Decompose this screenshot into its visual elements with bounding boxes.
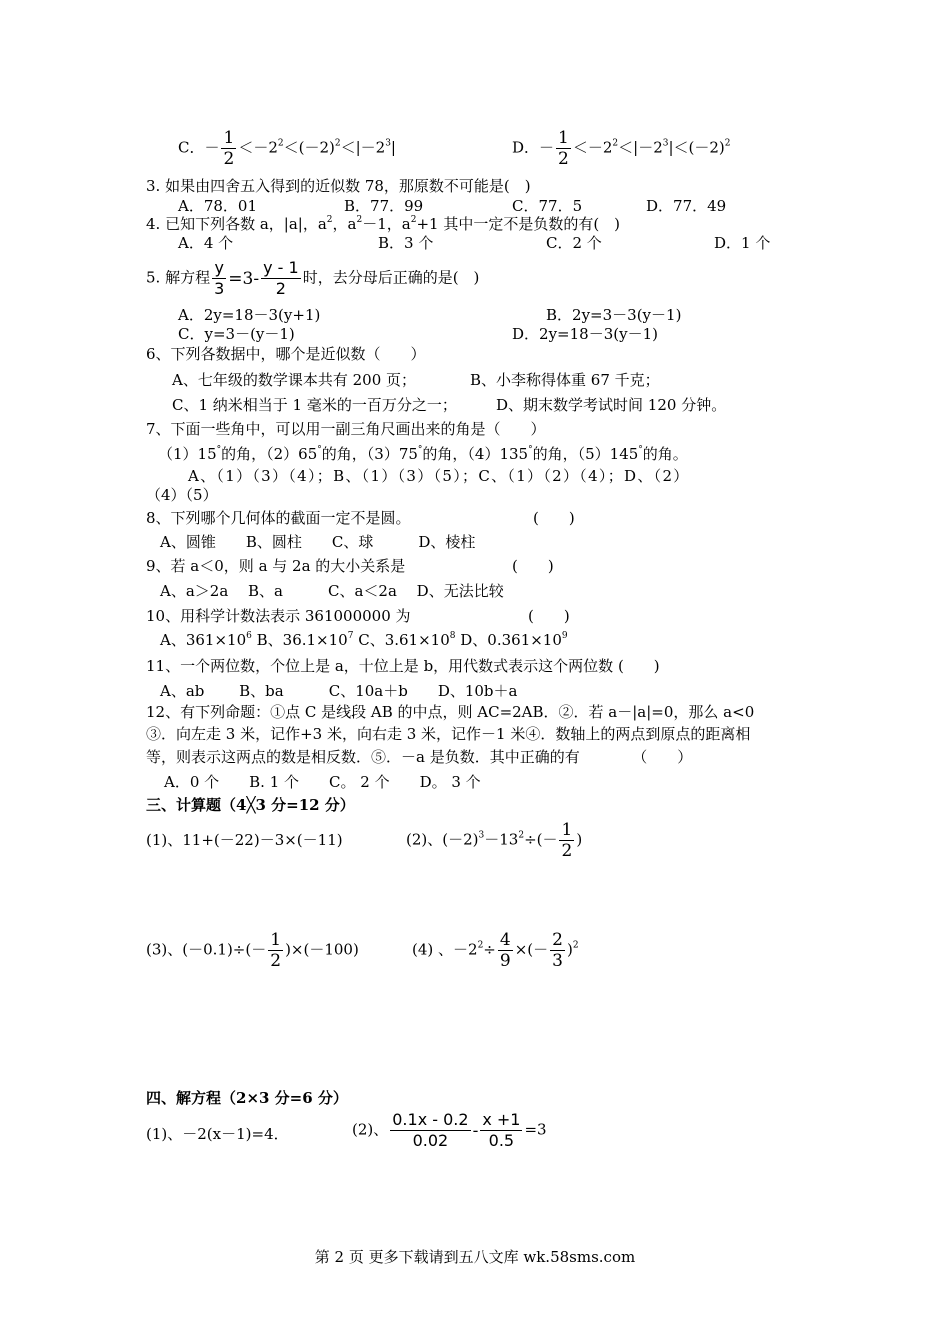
q6-option-b: B、小李称得体重 67 千克； [470,371,660,389]
q3-option-a: A．78．01 [178,197,258,215]
q9-options: A、a＞2a B、a C、a＜2a D、无法比较 [160,582,504,600]
q12-options: A．0 个 B. 1 个 C。 2 个 D。 3 个 [164,773,481,791]
q12-line-3: 等，则表示这两点的数是相反数．⑤．－a 是负数．其中正确的有 （ ） [146,748,693,766]
q5-stem: 5. 解方程 $\frac{y}{3}$ =3- $\frac{y - 1}{2}$ 时，去分母后正确的是( ) [146,258,480,298]
q12-line-1: 12、有下列命题：①点 C 是线段 AB 的中点，则 AC=2AB．②．若 a－|a|=0，那么 a<0 [146,703,755,721]
q6-stem: 6、下列各数据中，哪个是近似数（ ） [146,345,426,363]
q7-options-cont: （4）（5） [146,486,218,504]
q4-option-d: D．1 个 [714,234,771,252]
q9-paren: ( ) [512,557,554,575]
calc-1: (1)、11+(－22)－3×(－11) [146,831,343,849]
q7-options: A、（1）（3）（4）；B、（1）（3）（5）；C、（1）（2）（4）；D、（2） [188,467,690,485]
q11-options: A、ab B、ba C、10a＋b D、10b＋a [160,682,518,700]
q5-option-d: D．2y=18－3(y－1) [512,325,658,343]
q6-option-d: D、期末数学考试时间 120 分钟。 [496,396,727,414]
q3-option-c: C．77．5 [512,197,583,215]
q8-options: A、圆锥 B、圆柱 C、球 D、棱柱 [160,533,476,551]
q7-stem: 7、下面一些角中，可以用一副三角尺画出来的角是（ ） [146,420,546,438]
q3-stem: 3. 如果由四舍五入得到的近似数 78，那原数不可能是( ) [146,177,531,195]
q2-option-d: D．－ $\frac{1}{2}$ $<-2^2<|-2^3|<(-2)^2$ [512,128,731,169]
q8-stem: 8、下列哪个几何体的截面一定不是圆。 [146,509,411,527]
q10-stem: 10、用科学计数法表示 361000000 为 [146,607,411,625]
calc-4: (4) 、$-2^2\div$ $\frac{4}{9}$ ×(－ $\frac{2}{3}$ )$^2$ [412,930,579,971]
q5-option-b: B．2y=3－3(y－1) [546,306,682,324]
q11-stem: 11、一个两位数，个位上是 a，十位上是 b，用代数式表示这个两位数 ( ) [146,657,660,675]
page-footer: 第 2 页 更多下载请到五八文库 wk.58sms.com [314,1248,636,1266]
q9-stem: 9、若 a＜0，则 a 与 2a 的大小关系是 [146,557,406,575]
q5-option-a: A．2y=18－3(y+1) [178,306,321,324]
q3-option-d: D．77．49 [646,197,727,215]
q2-option-c: C．－ $\frac{1}{2}$ $<-2^2<(-2)^2<|-2^3|$ [178,128,396,169]
q6-option-c: C、1 纳米相当于 1 毫米的一百万分之一； [172,396,457,414]
equation-1: (1)、－2(x－1)=4． [146,1125,289,1143]
q6-option-a: A、七年级的数学课本共有 200 页； [172,371,417,389]
section-3-title: 三、计算题（4╳3 分=12 分） [146,796,355,814]
q4-option-a: A．4 个 [178,234,234,252]
equation-2: (2)、 $\frac{0.1x - 0.2}{0.02}$ - $\frac{x +1}{0.5}$ =3 [352,1110,547,1150]
q10-paren: ( ) [528,607,570,625]
q7-angles: （1）15°的角，（2）65°的角，（3）75°的角，（4）135°的角，（5）145°的角。 [158,445,688,463]
section-4-title: 四、解方程（2×3 分=6 分） [146,1089,348,1107]
q4-option-b: B．3 个 [378,234,434,252]
calc-2: (2)、$(-2)^3-13^2\div(-$ $\frac{1}{2}$ ) [406,820,583,861]
q3-option-b: B．77．99 [344,197,424,215]
q5-option-c: C．y=3－(y－1) [178,325,295,343]
q12-line-2: ③．向左走 3 米，记作+3 米，向右走 3 米，记作－1 米④．数轴上的两点到原点的距离相 [146,725,751,743]
q4-stem: 4. 已知下列各数 a，|a|，$a^2$，$a^2-1$，$a^2+1$ 其中一定不是负数的有( ) [146,215,621,233]
q10-options: A、$361\times 10^6$ B、$36.1\times 10^7$ C、$3.61\times 10^8$ D、$0.361\times 10^9$ [160,631,568,649]
q4-option-c: C．2 个 [546,234,602,252]
q8-paren: ( ) [533,509,575,527]
calc-3: (3)、(－0.1)÷(－ $\frac{1}{2}$ )×(－100) [146,930,359,971]
